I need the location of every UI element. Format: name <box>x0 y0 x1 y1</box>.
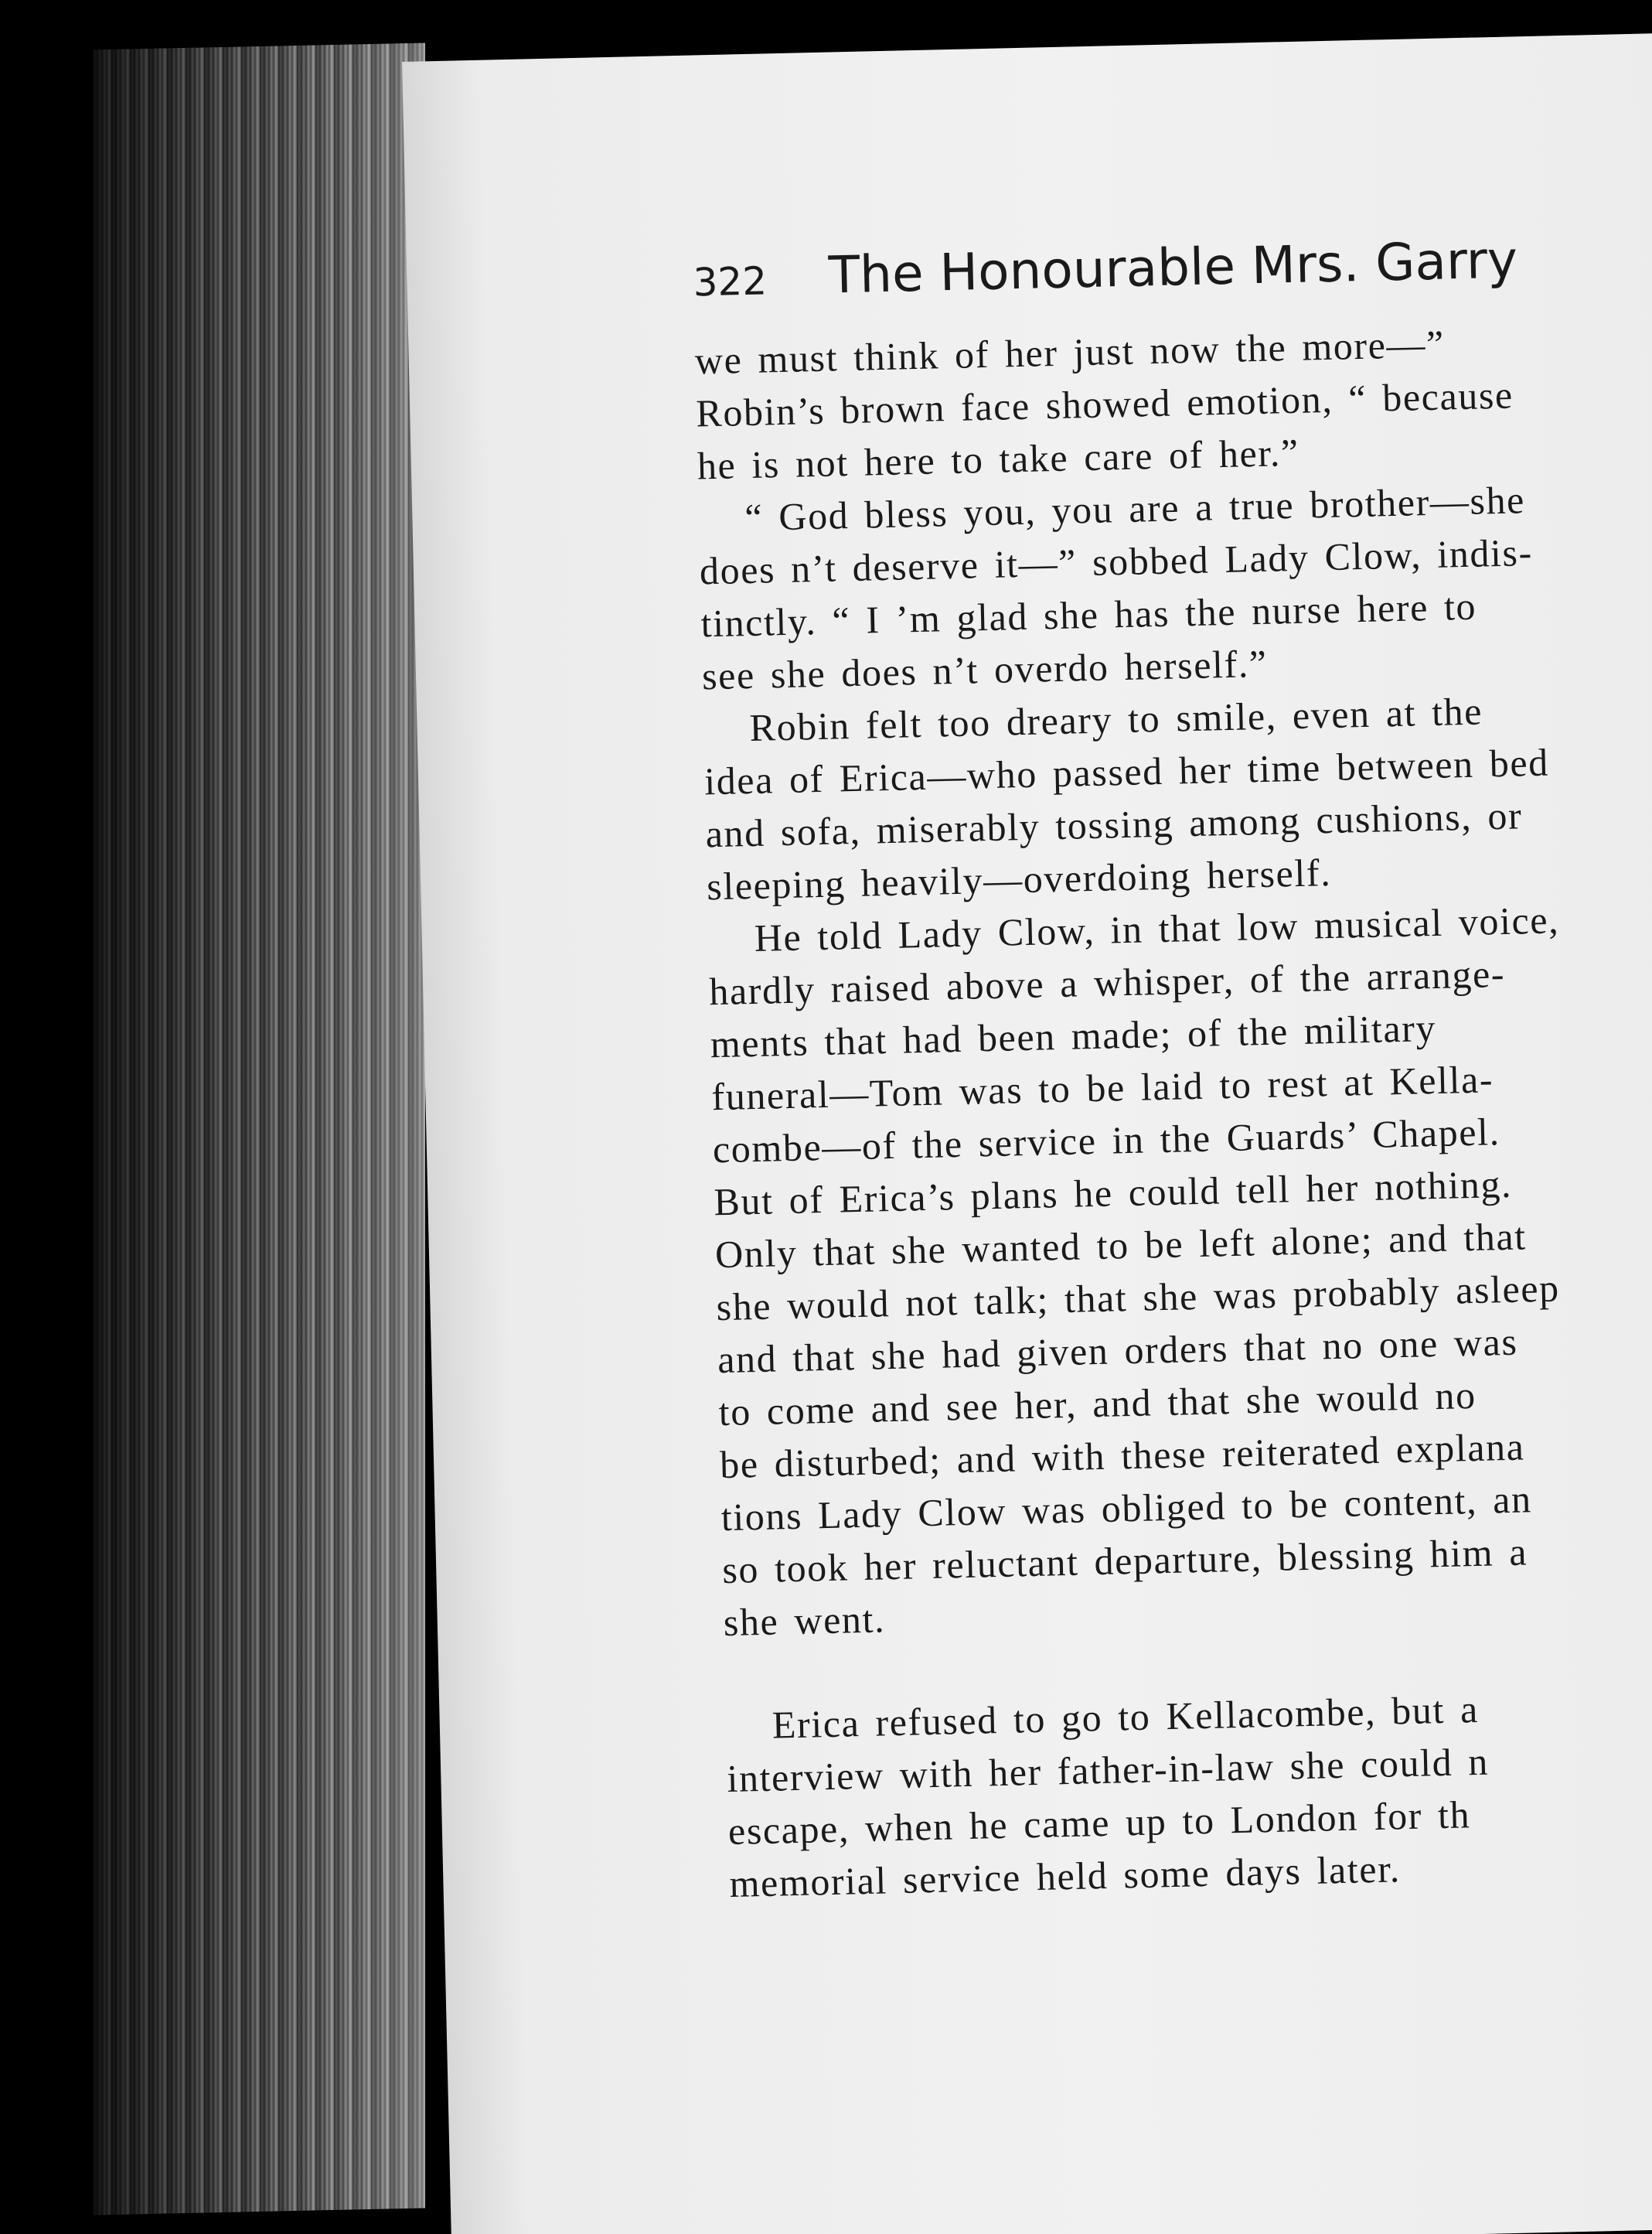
text-line: to come and see her, and that she would no <box>718 1373 1477 1434</box>
page-text-block <box>693 225 1652 1910</box>
text-line: tions Lady Clow was obliged to be content, an <box>720 1477 1533 1540</box>
text-line: she went. <box>723 1597 886 1645</box>
text-line: funeral—Tom was to be laid to rest at Kella- <box>710 1057 1494 1119</box>
text-line: sleeping heavily—overdoing herself. <box>706 851 1332 909</box>
running-head <box>693 225 1652 308</box>
text-line: escape, when he came up to London for th <box>727 1792 1471 1854</box>
text-line: and sofa, miserably tossing among cushions, or <box>705 793 1523 856</box>
text-line: Only that she wanted to be left alone; and that <box>714 1214 1528 1277</box>
text-line: interview with her father-in-law she could n <box>726 1739 1490 1801</box>
text-line: He told Lady Clow, in that low musical voice, <box>754 898 1560 960</box>
text-line: she would not talk; that she was probably asleep <box>716 1266 1561 1329</box>
text-line: memorial service held some days later. <box>728 1847 1402 1905</box>
text-line: he is not here to take care of her.” <box>697 430 1300 488</box>
running-title: The Honourable Mrs. Garry <box>827 230 1518 305</box>
page-number: 322 <box>692 258 768 305</box>
text-line: Robin felt too dreary to smile, even at the <box>749 689 1483 750</box>
text-line: Erica refused to go to Kellacombe, but a <box>772 1687 1480 1747</box>
text-line: idea of Erica—who passed her time between bed <box>703 740 1550 803</box>
text-line: Robin’s brown face showed emotion, “ because <box>695 373 1514 435</box>
text-line: we must think of her just now the more—” <box>694 322 1446 383</box>
text-line: does n’t deserve it—” sobbed Lady Clow, indis- <box>699 530 1534 593</box>
text-line: tinctly. “ I ’m glad she has the nurse here to <box>700 584 1477 646</box>
text-line: But of Erica’s plans he could tell her nothing. <box>713 1161 1513 1224</box>
text-line: “ God bless you, you are a true brother—she <box>744 478 1526 540</box>
book-page <box>402 32 1652 2234</box>
text-line: and that she had given orders that no one was <box>717 1319 1519 1382</box>
text-line: see she does n’t overdo herself.” <box>701 641 1269 698</box>
book-page-edges <box>93 43 425 2215</box>
text-line: combe—of the service in the Guards’ Chapel. <box>712 1110 1501 1172</box>
text-line: be disturbed; and with these reiterated explana <box>719 1424 1526 1487</box>
text-line: so took her reluctant departure, blessing him a <box>721 1530 1528 1592</box>
text-line: ments that had been made; of the military <box>710 1005 1437 1066</box>
text-line: hardly raised above a whisper, of the arrange- <box>708 951 1506 1014</box>
